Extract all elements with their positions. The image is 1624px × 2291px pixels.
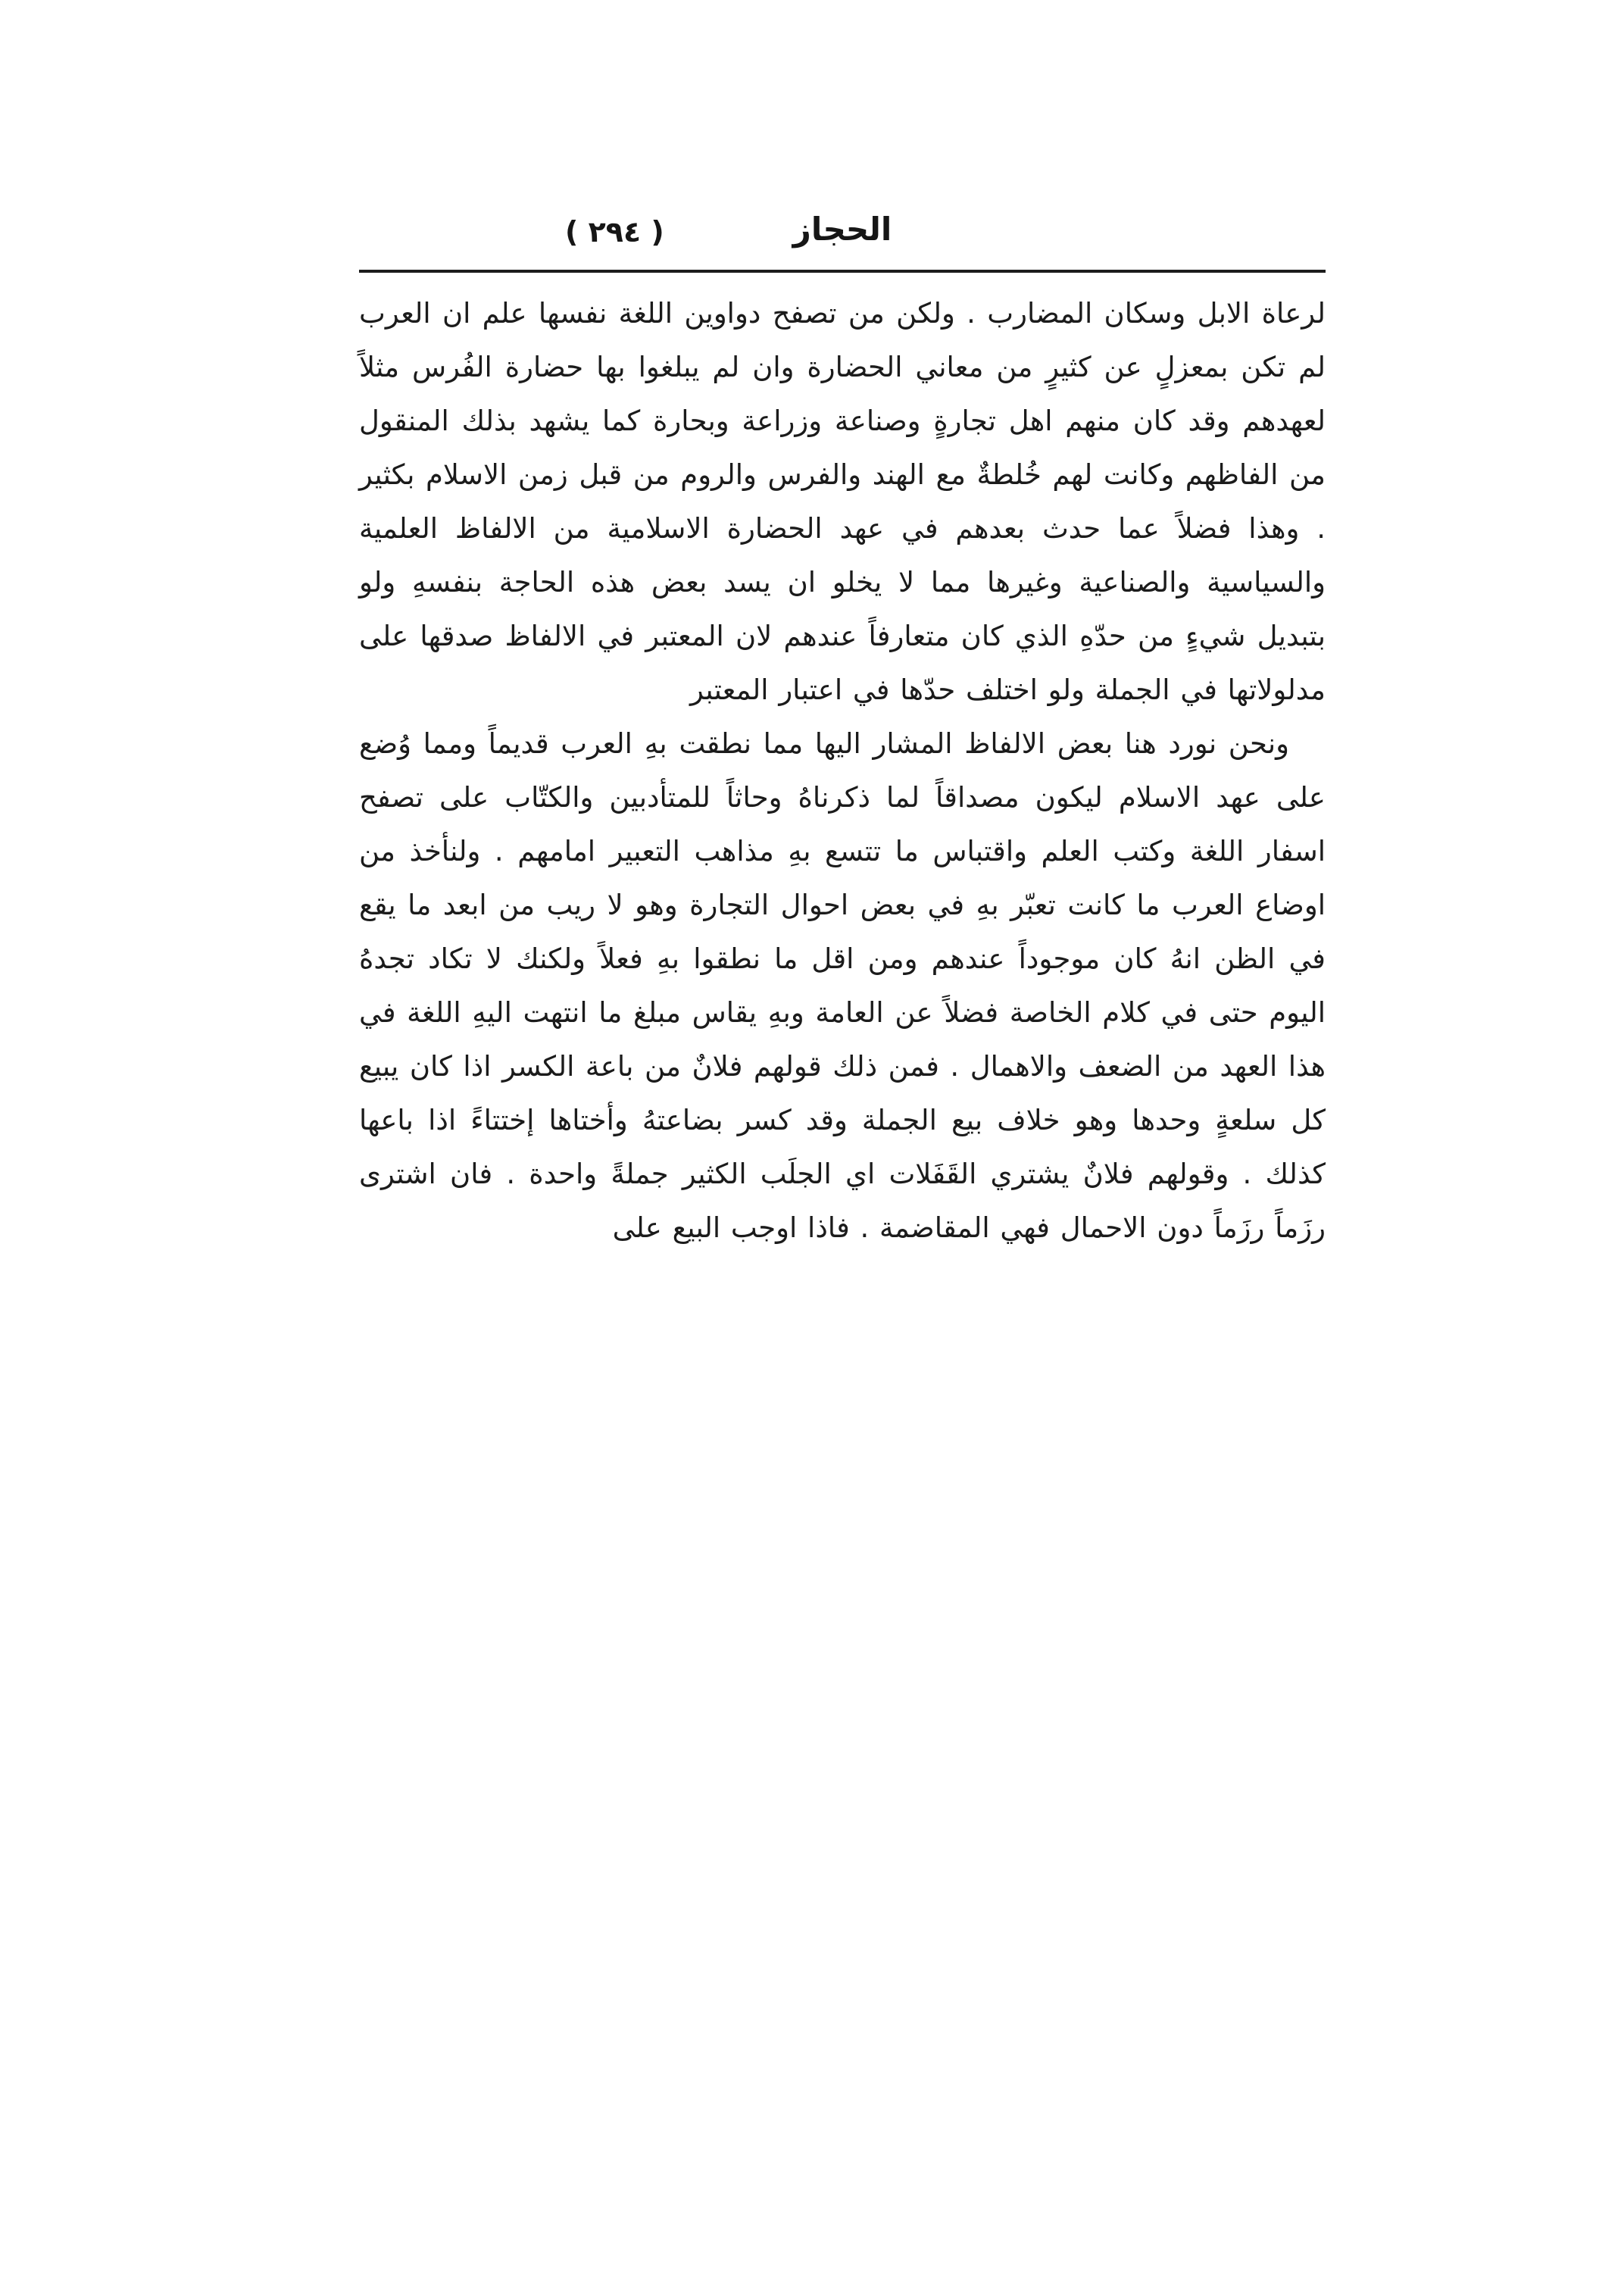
body-paragraph: لرعاة الابل وسكان المضارب . ولكن من تصفح دواوين اللغة نفسها علم ان العرب لم تكن بمعزلٍ عن كثيرٍ من معاني الحضارة وان لم يبلغوا بها حضارة الفُرس مثلاً لعهدهم وقد كان منهم اهل تجارةٍ وصناعة وزراعة وبحارة كما يشهد بذلك المنقول من الفاظهم وكانت لهم خُلطةٌ مع الهند والفرس والروم من قبل زمن الاسلام بكثير . وهذا فضلاً عما حدث بعدهم في عهد الحضارة الاسلامية من الالفاظ العلمية والسياسية والصناعية وغيرها مما لا يخلو ان يسد بعض هذه الحاجة بنفسهِ ولو بتبديل شيءٍ من حدّهِ الذي كان متعارفاً عندهم لان المعتبر في الالفاظ صدقها على مدلولاتها في الجملة ولو اختلف حدّها في اعتبار المعتبر xyxy=(359,297,1326,706)
running-header-title: الحجاز xyxy=(792,211,892,248)
page-number: ( ٢٩٤ ) xyxy=(565,215,664,248)
body-paragraph: ونحن نورد هنا بعض الالفاظ المشار اليها مما نطقت بهِ العرب قديماً ومما وُضع على عهد الاسلام ليكون مصداقاً لما ذكرناهُ وحاثاً للمتأدبين والكتّاب على تصفح اسفار اللغة وكتب العلم واقتباس ما تتسع بهِ مذاهب التعبير امامهم . ولنأخذ من اوضاع العرب ما كانت تعبّر بهِ في بعض احوال التجارة وهو لا ريب من ابعد ما يقع في الظن انهُ كان موجوداً عندهم ومن اقل ما نطقوا بهِ فعلاً ولكنك لا تكاد تجدهُ اليوم حتى في كلام الخاصة فضلاً عن العامة وبهِ يقاس مبلغ ما انتهت اليهِ اللغة في هذا العهد من الضعف والاهمال . فمن ذلك قولهم فلانٌ من باعة الكسر اذا كان يبيع كل سلعةٍ وحدها وهو خلاف بيع الجملة وقد كسر بضاعتهُ وأختاها إختتاءً اذا باعها كذلك . وقولهم فلانٌ يشتري القَفَلات اي الجلَب الكثير جملةً واحدة . فان اشترى رزَماً رزَماً دون الاحمال فهي المقاضمة . فاذا اوجب البيع على xyxy=(359,727,1326,1244)
page-header xyxy=(359,211,1326,270)
body-text xyxy=(359,286,1326,1255)
text-block xyxy=(359,211,1326,1255)
header-rule xyxy=(359,270,1326,273)
